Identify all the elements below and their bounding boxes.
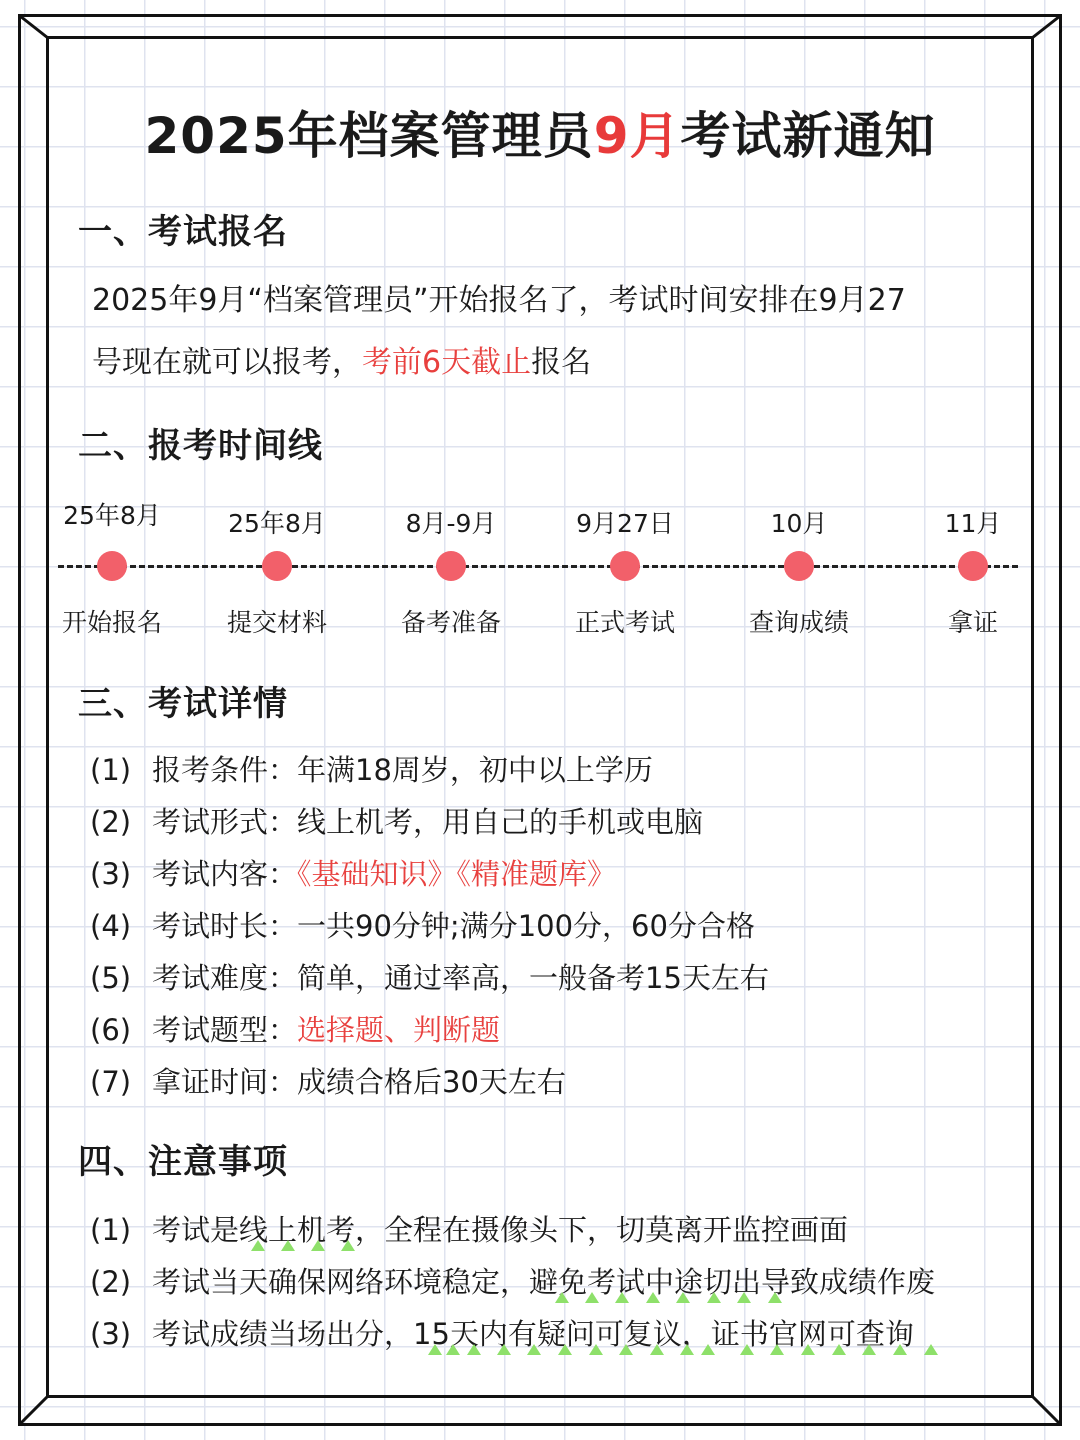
detail-value: 年满18周岁，初中以上学历 <box>297 753 653 787</box>
title-post: 考试新通知 <box>680 107 936 165</box>
exam-details-list <box>90 744 1030 1108</box>
underline-triangle-mark <box>527 1344 541 1355</box>
note-text: 考试是线上机考，全程在摄像头下，切莫离开监控画面 <box>152 1213 849 1247</box>
title-pre: 2025年档案管理员 <box>144 107 594 165</box>
section1-line2-post: 报名 <box>531 345 592 380</box>
timeline-dot <box>958 551 988 581</box>
underline-triangle-mark <box>428 1344 442 1355</box>
underline-triangle-mark <box>680 1344 694 1355</box>
detail-label: 考试形式： <box>152 805 298 839</box>
detail-label: 考试内客： <box>152 857 298 891</box>
underline-triangle-mark <box>740 1344 754 1355</box>
section1-line2-pre: 号现在就可以报考， <box>92 345 362 380</box>
timeline-dot <box>610 551 640 581</box>
underline-triangle-mark <box>615 1292 629 1303</box>
underline-triangle-mark <box>701 1344 715 1355</box>
note-text: 考试当天确保网络环境稳定，避免考试中途切出导致成绩作废 <box>152 1265 936 1299</box>
note-num: (2) <box>90 1265 132 1299</box>
detail-value: 选择题、判断题 <box>297 1013 501 1047</box>
section1-paragraph <box>92 270 992 394</box>
detail-item <box>90 848 1030 900</box>
underline-triangle-mark <box>311 1240 325 1251</box>
timeline-date: 8月-9月 <box>405 509 497 538</box>
underline-triangle-mark <box>832 1344 846 1355</box>
timeline-label: 提交材料 <box>226 608 327 637</box>
underline-triangle-mark <box>585 1292 599 1303</box>
timeline-dot <box>97 551 127 581</box>
detail-item <box>90 952 1030 1004</box>
detail-value: 线上机考，用自己的手机或电脑 <box>297 805 704 839</box>
timeline-dot <box>784 551 814 581</box>
underline-triangle-mark <box>446 1344 460 1355</box>
underline-triangle-mark <box>676 1292 690 1303</box>
underline-triangle-mark <box>768 1292 782 1303</box>
underline-triangle-mark <box>467 1344 481 1355</box>
note-item-2 <box>90 1260 935 1301</box>
detail-label: 考试题型： <box>152 1013 298 1047</box>
underline-triangle-mark <box>707 1292 721 1303</box>
detail-num: (5) <box>90 961 132 995</box>
underline-triangle-mark <box>646 1292 660 1303</box>
underline-triangle-mark <box>281 1240 295 1251</box>
detail-num: (4) <box>90 909 132 943</box>
detail-value: 一共90分钟;满分100分，60分合格 <box>297 909 755 943</box>
underline-triangle-mark <box>555 1292 569 1303</box>
note-num: (3) <box>90 1317 132 1351</box>
timeline-date: 25年8月 <box>228 509 326 538</box>
timeline-dashed-line <box>58 565 1018 568</box>
detail-value: 成绩合格后30天左右 <box>297 1065 566 1099</box>
underline-triangle-mark <box>924 1344 938 1355</box>
underline-triangle-mark <box>497 1344 511 1355</box>
detail-num: (7) <box>90 1065 132 1099</box>
detail-num: (1) <box>90 753 132 787</box>
detail-item <box>90 796 1030 848</box>
underline-triangle-mark <box>558 1344 572 1355</box>
section3-heading: 三、考试详情 <box>78 684 288 724</box>
underline-triangle-mark <box>341 1240 355 1251</box>
timeline-date: 11月 <box>944 509 1002 538</box>
detail-label: 考试时长： <box>152 909 298 943</box>
timeline-dot <box>436 551 466 581</box>
section4-heading: 四、注意事项 <box>78 1142 288 1182</box>
timeline-label: 正式考试 <box>574 608 675 637</box>
note-item-1 <box>90 1208 848 1249</box>
underline-triangle-mark <box>893 1344 907 1355</box>
section2-heading: 二、报考时间线 <box>78 426 323 466</box>
underline-triangle-mark <box>251 1240 265 1251</box>
detail-item <box>90 1004 1030 1056</box>
underline-triangle-mark <box>862 1344 876 1355</box>
note-num: (1) <box>90 1213 132 1247</box>
section1-deadline: 考前6天截止 <box>362 345 532 380</box>
detail-label: 拿证时间： <box>152 1065 298 1099</box>
detail-value: 简单，通过率高，一般备考15天左右 <box>297 961 769 995</box>
underline-triangle-mark <box>737 1292 751 1303</box>
detail-label: 考试难度： <box>152 961 298 995</box>
timeline-date: 9月27日 <box>576 509 674 538</box>
detail-item <box>90 900 1030 952</box>
timeline-label: 开始报名 <box>61 608 162 637</box>
timeline-date: 10月 <box>770 509 828 538</box>
detail-item <box>90 1056 1030 1108</box>
timeline-label: 备考准备 <box>400 608 501 637</box>
underline-triangle-mark <box>801 1344 815 1355</box>
underline-triangle-mark <box>770 1344 784 1355</box>
underline-triangle-mark <box>619 1344 633 1355</box>
detail-value: 《基础知识》《精准题库》 <box>297 857 617 891</box>
underline-triangle-mark <box>650 1344 664 1355</box>
page-title <box>0 96 1080 168</box>
section1-line2 <box>92 332 992 394</box>
timeline-dot <box>262 551 292 581</box>
detail-item <box>90 744 1030 796</box>
section1-line1: 2025年9月“档案管理员”开始报名了，考试时间安排在9月27 <box>92 283 906 318</box>
timeline-label: 拿证 <box>947 608 998 637</box>
title-highlight: 9月 <box>593 107 681 165</box>
detail-num: (2) <box>90 805 132 839</box>
note-text: 考试成绩当场出分，15天内有疑问可复议，证书官网可查询 <box>152 1317 914 1351</box>
underline-triangle-mark <box>589 1344 603 1355</box>
detail-label: 报考条件： <box>152 753 298 787</box>
detail-num: (3) <box>90 857 132 891</box>
detail-num: (6) <box>90 1013 132 1047</box>
timeline-label: 查询成绩 <box>748 608 849 637</box>
section1-heading: 一、考试报名 <box>78 212 288 252</box>
timeline-date: 25年8月 <box>63 501 161 530</box>
